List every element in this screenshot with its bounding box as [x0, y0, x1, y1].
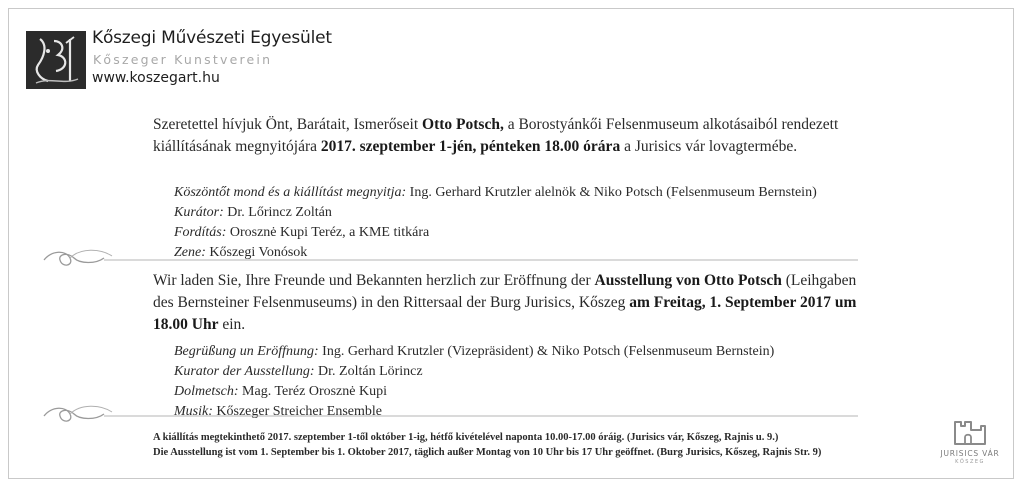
- hu-intro-date: 2017. szeptember 1-jén, pénteken 18.00 órára: [320, 138, 621, 155]
- koszegart-logo-icon: [26, 31, 86, 89]
- de-intro-exhibition: Ausstellung von Otto Potsch: [594, 272, 782, 289]
- credit-row: [174, 203, 817, 223]
- de-intro-3: (Leihgaben des Bernsteiner Felsenmuseums) in den Rittersaal der Burg Jurisics, Kőszeg: [153, 272, 857, 311]
- credit-row: [174, 223, 817, 243]
- credit-value: Kőszeger Streicher Ensemble: [212, 404, 382, 419]
- website-link[interactable]: www.koszegart.hu: [92, 70, 220, 86]
- credit-label: Kurator der Ausstellung:: [174, 364, 315, 379]
- org-name-german: Kőszeger Kunstverein: [93, 52, 273, 67]
- credit-value: Ing. Gerhard Krutzler alelnök & Niko Potsch (Felsenmuseum Bernstein): [406, 185, 817, 200]
- credit-row: [174, 342, 774, 362]
- credit-label: Köszöntőt mond és a kiállítást megnyitja:: [174, 185, 407, 200]
- hungarian-invitation-text: [153, 114, 873, 158]
- org-name: Kőszegi Művészeti Egyesület: [92, 28, 332, 48]
- credit-label: Musik:: [174, 404, 213, 419]
- opening-hours-hungarian: A kiállítás megtekinthető 2017. szeptember 1-től október 1-ig, hétfő kivételével naponta 10.00-17.00 óráig. (Jurisics vár, Kőszeg, Rajnis u. 9.): [153, 432, 779, 443]
- hu-intro-5: a Jurisics vár lovagtermébe.: [620, 138, 798, 155]
- credit-label: Fordítás:: [174, 225, 227, 240]
- hu-intro-artist: Otto Potsch,: [422, 116, 504, 133]
- credit-value: Ing. Gerhard Krutzler (Vizepräsident) & Niko Potsch (Felsenmuseum Bernstein): [318, 344, 775, 359]
- credit-row: [174, 382, 774, 402]
- credit-label: Zene:: [174, 245, 206, 260]
- credit-label: Kurátor:: [174, 205, 224, 220]
- opening-hours-german: Die Ausstellung ist vom 1. September bis 1. Oktober 2017, täglich außer Montag von 10 Uhr bis 17 Uhr geöffnet. (Burg Jurisics, Kőszeg, Rajnis Str. 9): [153, 447, 822, 458]
- german-invitation-text: [153, 270, 873, 336]
- castle-name: JURISICS VÁR: [940, 449, 1000, 458]
- hu-intro-3: a Borostyánkői Felsenmuseum alkotásaiból rendezett kiállításának megnyitójára: [153, 116, 839, 155]
- credit-label: Dolmetsch:: [174, 384, 239, 399]
- credit-value: Dr. Lőrincz Zoltán: [223, 205, 332, 220]
- castle-icon: [951, 418, 989, 453]
- credit-row: [174, 183, 817, 203]
- de-intro-date: am Freitag, 1. September 2017 um 18.00 Uhr: [153, 294, 857, 333]
- castle-city: KŐSZEG: [955, 459, 985, 465]
- credit-value: Mag. Teréz Orosznė Kupi: [238, 384, 387, 399]
- de-intro-1: Wir laden Sie, Ihre Freunde und Bekannten herzlich zur Eröffnung der: [153, 272, 595, 289]
- credit-label: Begrüßung un Eröffnung:: [174, 344, 319, 359]
- de-intro-5: ein.: [218, 316, 246, 333]
- credit-value: Dr. Zoltán Lörincz: [314, 364, 423, 379]
- ornamental-divider: [40, 400, 860, 431]
- credit-row: [174, 362, 774, 382]
- credit-value: Kőszegi Vonósok: [205, 245, 308, 260]
- credit-value: Orosznė Kupi Teréz, a KME titkára: [226, 225, 430, 240]
- hu-intro-1: Szeretettel hívjuk Önt, Barátait, Ismerőseit: [153, 116, 423, 133]
